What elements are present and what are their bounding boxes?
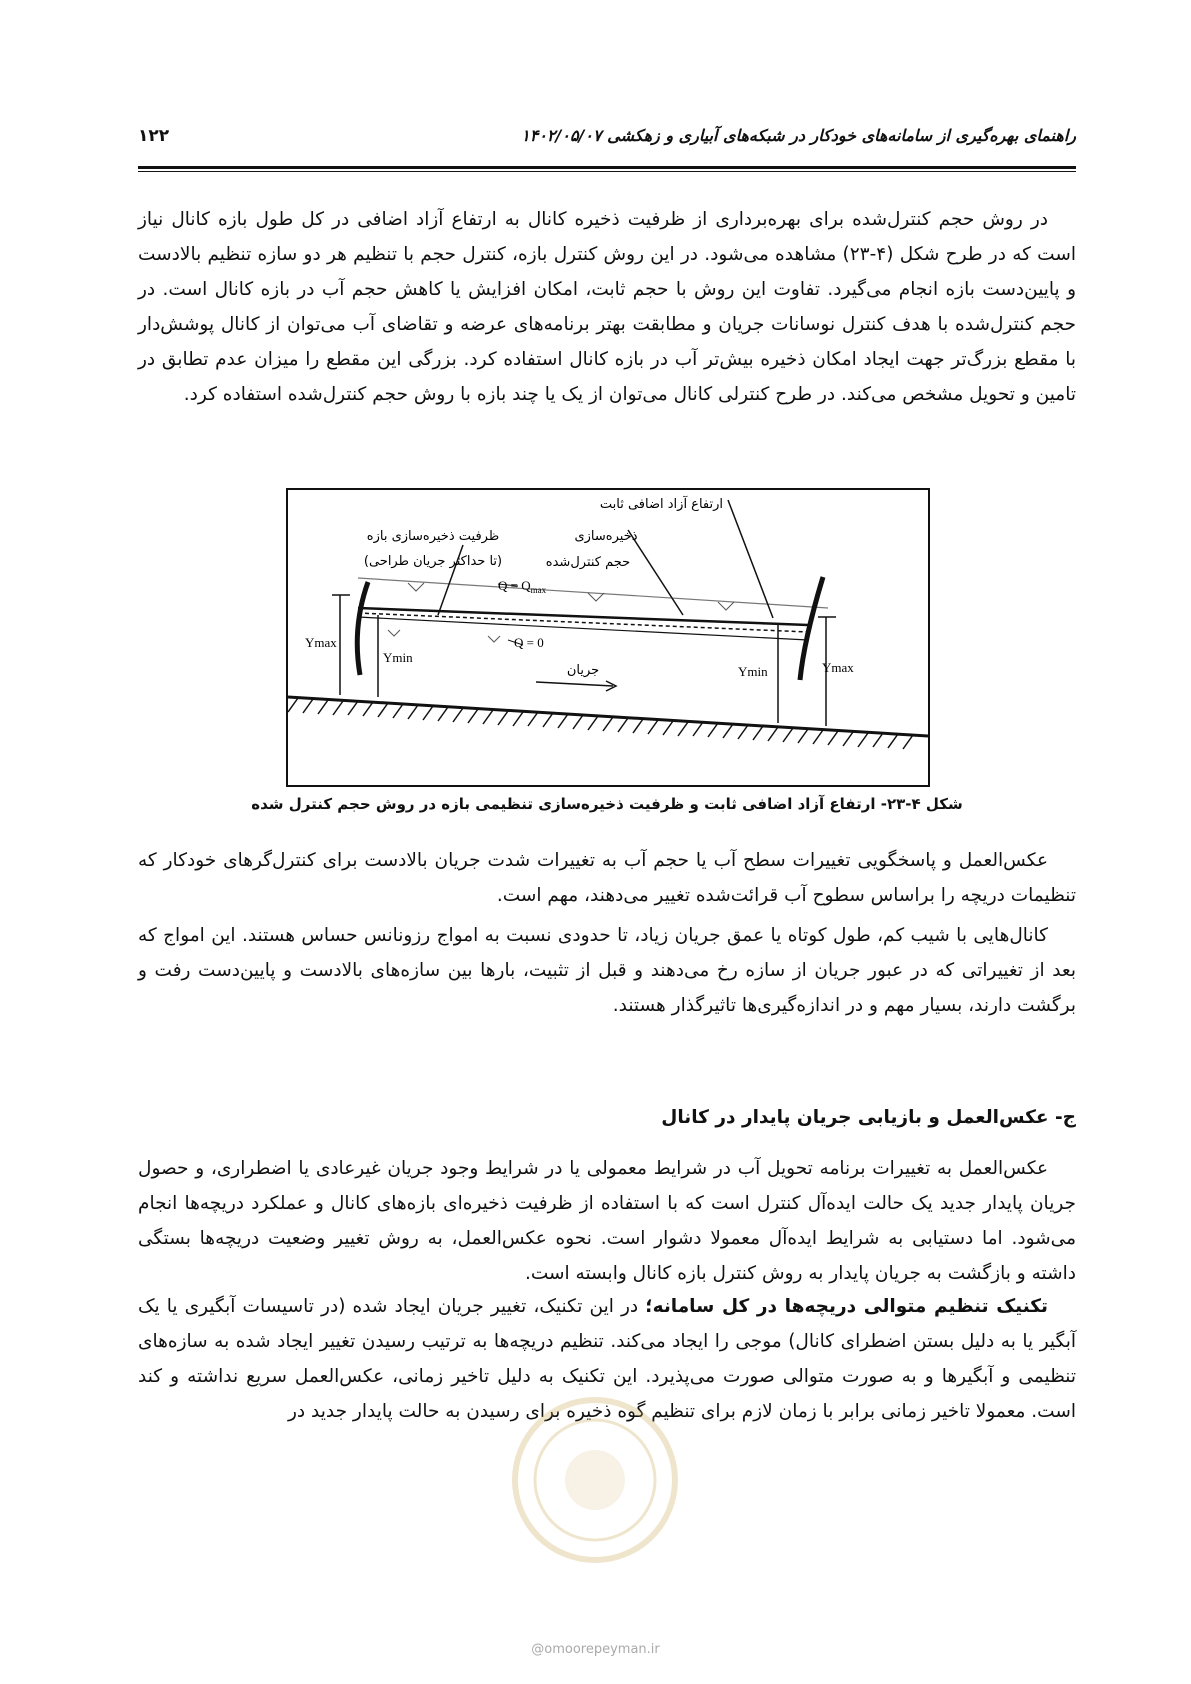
label-q0: Q = 0 bbox=[514, 635, 544, 650]
header-rule-thin bbox=[138, 171, 1076, 172]
label-storage-1: ذخیره‌سازی bbox=[574, 529, 638, 544]
label-ymax-right: Ymax bbox=[822, 660, 854, 675]
label-storage-capacity-2: (تا حداکثر جریان طراحی) bbox=[363, 554, 503, 569]
watermark-seal bbox=[505, 1380, 685, 1580]
label-ymax-left: Ymax bbox=[305, 635, 337, 650]
figure-canal-diagram bbox=[286, 488, 930, 787]
label-qmax: $Q = Q_{max}$ bbox=[498, 578, 547, 595]
paragraph-3-text: کانال‌هایی با شیب کم، طول کوتاه یا عمق جریان زیاد، تا حدودی نسبت به امواج رزونانس حساس هستند. این امواج که بعد از تغییراتی که در عبور جریان از سازه رخ می‌دهند و قبل از تثبیت، بارها بین سازه‌های بالادست و پایین‌دست رفت و برگشت دارند، بسیار مهم و در اندازه‌گیری‌ها تاثیرگذار هستند. bbox=[138, 925, 1076, 1016]
freeboard-leader bbox=[728, 500, 773, 618]
label-ymin-right: Ymin bbox=[738, 664, 768, 679]
upstream-gate bbox=[357, 582, 368, 675]
label-freeboard: ارتفاع آزاد اضافی ثابت bbox=[599, 497, 723, 512]
figure-caption: شکل ۴-۲۳- ارتفاع آزاد اضافی ثابت و ظرفیت ذخیره‌سازی تنظیمی بازه در روش حجم کنترل شده bbox=[251, 795, 963, 813]
page-number: ۱۲۲ bbox=[138, 126, 170, 146]
paragraph-1 bbox=[138, 202, 1076, 412]
paragraph-4 bbox=[138, 1151, 1076, 1291]
paragraph-3 bbox=[138, 918, 1076, 1023]
running-title: راهنمای بهره‌گیری از سامانه‌های خودکار در شبکه‌های آبیاری و زهکشی ۱۴۰۲/۰۵/۰۷ bbox=[521, 126, 1076, 145]
section-heading: ج- عکس‌العمل و بازیابی جریان پایدار در کانال bbox=[661, 1107, 1076, 1128]
label-flow: جریان bbox=[566, 663, 600, 678]
paragraph-2-text: عکس‌العمل و پاسخگویی تغییرات سطح آب یا حجم آب به تغییرات شدت جریان بالادست برای کنترل‌گرهای خودکار که تنظیمات دریچه را براساس سطوح آب قرائت‌شده تغییر می‌دهند، مهم است. bbox=[138, 850, 1076, 906]
footer-url: @omoorepeyman.ir bbox=[531, 1642, 660, 1657]
paragraph-5-body: در این تکنیک، تغییر جریان ایجاد شده (در تاسیسات آبگیری یا یک آبگیر یا به دلیل بستن اضطرای کانال) موجی را ایجاد می‌کند. تنظیم دریچه‌ها به ترتیب رسیدن تغییر ایجاد شده به سازه‌های تنظیمی و آبگیرها و به صورت متوالی صورت می‌پذیرد. این تکنیک به دلیل تاخیر زمانی، عکس‌العمل سریع نداشته و کند است. معمولا تاخیر زمانی برابر با زمان لازم برای تنظیم گوه ذخیره برای رسیدن به حالت پایدار جدید در bbox=[138, 1296, 1076, 1422]
paragraph-1-text: در روش حجم کنترل‌شده برای بهره‌برداری از ظرفیت ذخیره کانال به ارتفاع آزاد اضافی در کل طول بازه کانال نیاز است که در طرح شکل (۴-۲۳) مشاهده می‌شود. در این روش کنترل بازه، کنترل حجم با تنظیم هر دو سازه تنظیم بالادست و پایین‌دست بازه انجام می‌گیرد. تفاوت این روش با حجم ثابت، امکان افزایش یا کاهش حجم آب در بازه کانال است. در حجم کنترل‌شده با هدف کنترل نوسانات جریان و مطابقت بهتر برنامه‌های عرضه و تقاضای آب می‌توان از کانال پوشش‌دار با مقطع بزرگ‌تر جهت ایجاد امکان ذخیره بیش‌تر آب در بازه کانال استفاده کرد. بزرگی این مقطع را میزان عدم تطابق در تامین و تحویل مشخص می‌کند. در طرح کنترلی کانال می‌توان از یک یا چند بازه با روش حجم کنترل‌شده استفاده کرد. bbox=[138, 209, 1076, 405]
paragraph-4-text: عکس‌العمل به تغییرات برنامه تحویل آب در شرایط معمولی یا در شرایط وجود جریان غیرعادی یا اضطراری، و حصول جریان پایدار جدید یک حالت ایده‌آل کنترل است که با استفاده از ظرفیت ذخیره‌ای بازه‌های کانال و عملکرد دریچه‌ها انجام می‌شود. اما دستیابی به شرایط ایده‌آل معمولا دشوار است. نحوه عکس‌العمل، به روش تغییر وضعیت دریچه‌ها بستگی داشته و بازگشت به جریان پایدار به روش کنترل بازه کانال وابسته است. bbox=[138, 1158, 1076, 1284]
header-rule bbox=[138, 166, 1076, 169]
freeboard-line bbox=[358, 578, 828, 608]
flow-arrow bbox=[536, 682, 613, 686]
canal-diagram-svg bbox=[288, 490, 928, 785]
page-header bbox=[138, 126, 1076, 160]
downstream-gate bbox=[800, 577, 823, 680]
water-surface-low bbox=[358, 617, 808, 640]
label-storage-2: حجم کنترل‌شده bbox=[545, 555, 631, 570]
label-ymin-left: Ymin bbox=[383, 650, 413, 665]
ground-hatch bbox=[288, 698, 913, 749]
label-storage-capacity-1: ظرفیت ذخیره‌سازی بازه bbox=[366, 529, 500, 544]
canal-bed-line bbox=[288, 697, 928, 736]
paragraph-2 bbox=[138, 843, 1076, 913]
paragraph-5-bold: تکنیک تنظیم متوالی دریچه‌ها در کل سامانه؛ bbox=[645, 1296, 1048, 1317]
